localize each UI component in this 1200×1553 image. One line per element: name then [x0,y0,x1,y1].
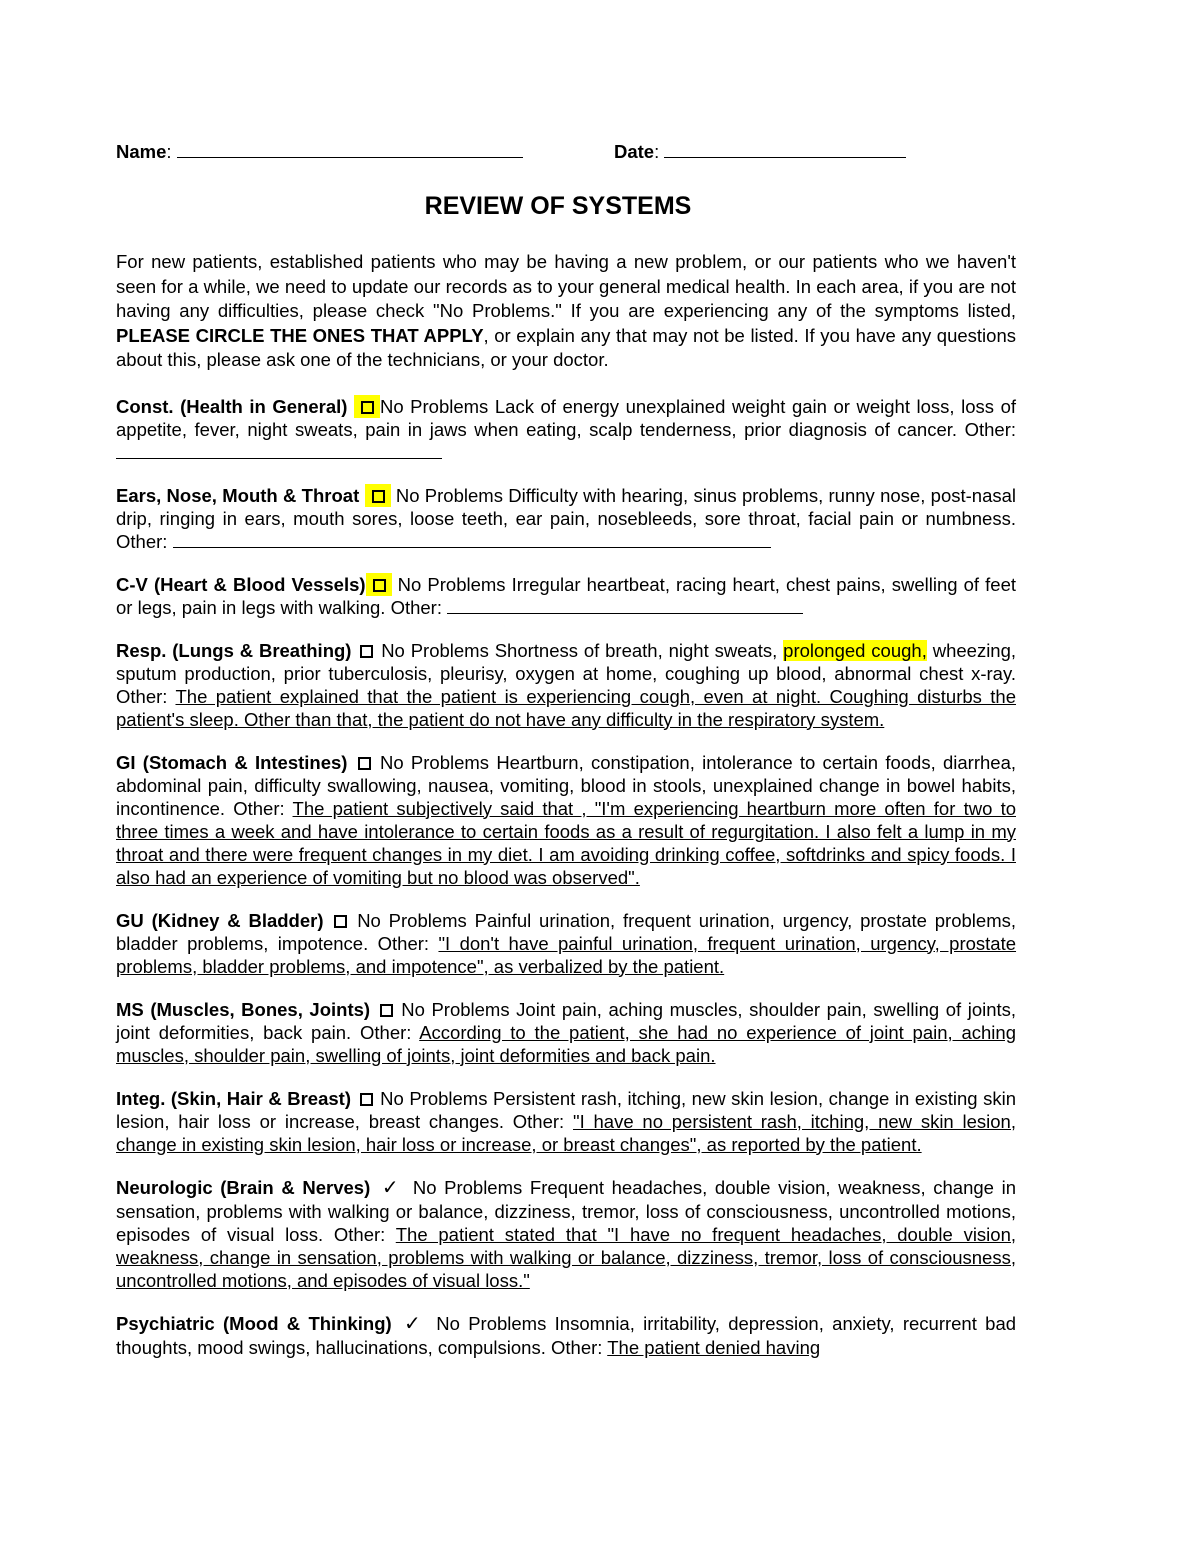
no-problems-checkbox[interactable] [380,1004,393,1017]
symptom-list: Persistent rash, itching, new skin lesion, change in existing skin lesion, hair loss or increase, breast changes. [116,1087,1017,1132]
form-content [116,250,1016,1379]
symptom-list: Frequent headaches, double vision, weakness, change in sensation, problems with walking or balance, dizziness, tremor, loss of consciousness, uncontrolled motions, episodes of visual loss. [116,1176,1016,1245]
header-row [116,141,916,165]
other-label: Other: [551,1336,603,1358]
section-heading: Neurologic (Brain & Nerves) [116,1176,371,1198]
no-problems-label: No Problems [380,1087,488,1109]
symptom-list: Difficulty with hearing, sinus problems, runny nose, post-nasal drip, ringing in ears, mouth sores, loose teeth, ear pain, nosebleeds, sore throat, facial pain or numbness. [116,484,1017,529]
no-problems-label: No Problems [397,573,506,595]
no-problems-label: No Problems [357,909,467,931]
section-heading: Resp. (Lungs & Breathing) [116,639,352,661]
symptom-list: Heartburn, constipation, intolerance to certain foods, diarrhea, abdominal pain, difficulty swallowing, nausea, vomiting, blood in stools, unexplained change in bowel habits, incontinence. [116,751,1017,819]
symptom-list: Lack of energy unexplained weight gain or weight loss, loss of appetite, fever, night sweats, pain in jaws when eating, scalp tenderness, prior diagnosis of cancer. [116,395,1017,440]
section-gi [116,751,1016,889]
intro-paragraph [116,250,1016,373]
section-cv [116,573,1016,619]
no-problems-label: No Problems [380,751,490,773]
no-problems-label: No Problems [436,1312,547,1334]
no-problems-checkbox[interactable] [373,579,386,592]
symptom-list: Shortness of breath, night sweats, [494,639,778,661]
checkmark-icon[interactable]: ✓ [404,1312,424,1335]
other-label: Other: [390,596,442,618]
symptom-list: Insomnia, irritability, depression, anxiety, recurrent bad thoughts, mood swings, hallucinations, compulsions. [116,1312,1017,1358]
patient-note: The patient denied having [607,1336,821,1358]
other-label: Other: [377,932,430,954]
section-heading: Integ. (Skin, Hair & Breast) [116,1087,351,1109]
highlighted-symptom: prolonged cough, [783,639,927,661]
section-psych [116,1312,1016,1359]
no-problems-checkbox[interactable] [358,757,371,770]
no-problems-label: No Problems [381,639,489,661]
no-problems-label: No Problems [395,484,503,506]
other-label: Other: [116,685,168,707]
section-resp [116,639,1016,731]
date-field[interactable]: Date: [614,141,906,163]
no-problems-checkbox[interactable] [361,401,374,414]
section-integ [116,1087,1016,1156]
checkbox-highlight [366,573,392,596]
name-label: Name [116,141,167,162]
name-blank[interactable] [177,143,523,158]
other-label: Other: [116,530,168,552]
checkmark-icon[interactable]: ✓ [381,1176,402,1199]
intro-emphasis: PLEASE CIRCLE THE ONES THAT APPLY [116,324,484,346]
other-label: Other: [512,1110,565,1132]
symptom-list-continued: wheezing, sputum production, prior tuberculosis, pleurisy, oxygen at home, coughing up blood, abnormal chest x-ray. [116,639,1017,684]
other-label: Other: [333,1223,386,1245]
no-problems-checkbox[interactable] [360,1093,373,1106]
section-heading: GU (Kidney & Bladder) [116,909,324,931]
no-problems-checkbox[interactable] [334,915,347,928]
other-label: Other: [360,1021,412,1043]
section-heading: Const. (Health in General) [116,395,348,417]
other-label: Other: [964,418,1017,440]
other-blank[interactable] [447,598,803,614]
name-field[interactable]: Name: [116,141,523,163]
section-heading: Psychiatric (Mood & Thinking) [116,1312,392,1334]
other-blank[interactable] [116,443,442,459]
patient-note: The patient stated that "I have no frequent headaches, double vision, weakness, change in sensation, problems with walking or balance, dizziness, tremor, loss of consciousness, uncontrolled motions, and episodes of visual loss." [116,1223,1017,1291]
date-blank[interactable] [664,143,906,158]
checkbox-highlight [365,484,391,507]
no-problems-checkbox[interactable] [372,490,385,503]
section-neuro [116,1176,1016,1292]
page-title: REVIEW OF SYSTEMS [424,192,692,220]
section-heading: MS (Muscles, Bones, Joints) [116,998,371,1020]
patient-note: "I don't have painful urination, frequent urination, urgency, prostate problems, bladder problems, and impotence", as verbalized by the patient. [116,932,1017,977]
section-heading: GI (Stomach & Intestines) [116,751,348,773]
symptom-list: Irregular heartbeat, racing heart, chest pains, swelling of feet or legs, pain in legs with walking. [116,573,1017,618]
section-ent [116,484,1016,553]
section-const [116,395,1016,464]
patient-note: The patient subjectively said that , "I'm experiencing heartburn more often for two to three times a week and have intolerance to certain foods as a result of regurgitation. I also felt a lump in my throat and there were frequent changes in my diet. I am avoiding drinking coffee, softdrinks and spicy foods. I also had an experience of vomiting but no blood was observed". [116,797,1016,888]
section-heading: C-V (Heart & Blood Vessels) [116,573,366,595]
symptom-list: Painful urination, frequent urination, urgency, prostate problems, bladder problems, impotence. [116,909,1016,954]
no-problems-label: No Problems [401,998,510,1020]
checkbox-highlight [354,395,380,418]
section-ms [116,998,1016,1067]
symptom-list: Joint pain, aching muscles, shoulder pain, swelling of joints, joint deformities, back pain. [116,998,1017,1043]
no-problems-checkbox[interactable] [360,645,373,658]
intro-text-end: , or explain any that may not be listed. If you have any questions about this, please ask one of the technicians, or your doctor. [116,324,1016,370]
intro-text: For new patients, established patients who may be having a new problem, or our patients who we haven't seen for a while, we need to update our records as to your general medical health. In each area, if you are not having any difficulties, please check "No Problems." If you are experiencing any of the symptoms listed, [116,251,1016,321]
no-problems-label: No Problems [412,1176,523,1198]
patient-note: According to the patient, she had no experience of joint pain, aching muscles, shoulder pain, swelling of joints, joint deformities and back pain. [116,1021,1016,1066]
other-label: Other: [233,797,285,819]
patient-note: "I have no persistent rash, itching, new skin lesion, change in existing skin lesion, hair loss or increase, or breast changes", as reported by the patient. [116,1110,1016,1155]
patient-note: The patient explained that the patient is experiencing cough, even at night. Coughing disturbs the patient's sleep. Other than that, the patient do not have any difficulty in the respiratory system. [116,685,1016,730]
other-blank[interactable] [173,532,771,548]
section-heading: Ears, Nose, Mouth & Throat [116,484,360,506]
date-label: Date [614,141,655,162]
no-problems-label: No Problems [379,395,489,417]
section-gu [116,909,1016,978]
